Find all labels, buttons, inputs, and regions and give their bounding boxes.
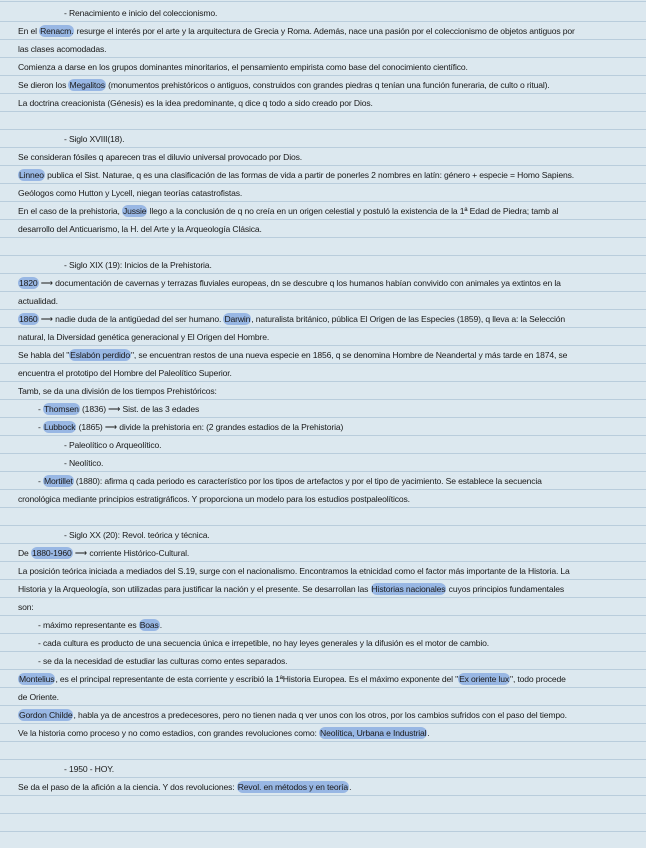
highlighted-term: Neolítica, Urbana e Industrial: [320, 728, 427, 738]
text-run: ", todo procede: [510, 674, 566, 684]
highlighted-term: Historias nacionales: [371, 584, 446, 594]
text-line: [0, 76, 646, 94]
text-run: desarrollo del Anticuarismo, la H. del Arte y la Arqueología Clásica.: [18, 224, 262, 234]
text-line: [0, 634, 646, 652]
text-run: actualidad.: [18, 296, 58, 306]
text-run: - Siglo XVIII(18).: [64, 134, 125, 144]
text-line: [0, 742, 646, 760]
section-heading: [0, 4, 646, 22]
text-run: En el: [18, 26, 40, 36]
text-line: [0, 238, 646, 256]
text-run: Se da el paso de la afición a la ciencia. Y dos revoluciones:: [18, 782, 237, 792]
text-line: [0, 616, 646, 634]
highlighted-term: Lubbock: [43, 422, 76, 432]
highlighted-term: Linneo: [19, 170, 44, 180]
section-heading: [0, 130, 646, 148]
text-run: ⟶ corriente Histórico-Cultural.: [72, 548, 190, 558]
text-run: (monumentos prehistóricos o antiguos, construidos con grandes piedras q tenían una función funeraria, de culto o ritual).: [105, 80, 550, 90]
text-line: [0, 580, 646, 598]
text-run: publica el Sist. Naturae, q es una clasificación de las formas de vida a partir de ponerles 2 nombres en latín: género + especie = Homo Sapiens.: [44, 170, 574, 180]
highlighted-term: Eslabón perdido: [70, 350, 130, 360]
text-run: De: [18, 548, 31, 558]
text-line: [0, 598, 646, 616]
text-line: [0, 706, 646, 724]
text-run: En el caso de la prehistoria,: [18, 206, 122, 216]
text-line: [0, 814, 646, 832]
text-line: [0, 688, 646, 706]
text-run: Comienza a darse en los grupos dominantes minoritarios, el pensamiento empirista como base del conocimiento científico.: [18, 62, 468, 72]
highlighted-term: Thomsen: [43, 404, 79, 414]
text-line: [0, 328, 646, 346]
note-lines: [0, 4, 646, 848]
text-line: [0, 832, 646, 848]
text-line: [0, 436, 646, 454]
text-run: Historia y la Arqueología, son utilizadas para justificar la nación y el presente. Se desarrollan las: [18, 584, 371, 594]
text-line: [0, 418, 646, 436]
text-run: La doctrina creacionista (Génesis) es la idea predominante, q dice q todo a sido creado por Dios.: [18, 98, 373, 108]
highlighted-term: Renacm.: [40, 26, 74, 36]
text-line: [0, 220, 646, 238]
highlighted-term: Jussie: [122, 206, 147, 216]
text-run: Geólogos como Hutton y Lycell, niegan teorías catastrofistas.: [18, 188, 243, 198]
text-line: [0, 454, 646, 472]
text-run: Tamb, se da una división de los tiempos Prehistóricos:: [18, 386, 217, 396]
text-line: [0, 148, 646, 166]
text-line: [0, 724, 646, 742]
highlighted-term: Megalitos: [69, 80, 105, 90]
highlighted-term: Darwin: [224, 314, 251, 324]
text-line: [0, 22, 646, 40]
text-line: [0, 544, 646, 562]
text-run: (1880): afirma q cada periodo es característico por los tipos de artefactos y por el tipo de yacimiento. Se establece la secuencia: [73, 476, 542, 486]
text-run: - máximo representante es: [38, 620, 139, 630]
text-run: -: [38, 404, 43, 414]
highlighted-term: Boas: [139, 620, 159, 630]
text-run: ⟶ nadie duda de la antigüedad del ser humano.: [38, 314, 224, 324]
text-run: (1865) ⟶ divide la prehistoria en: (2 grandes estadios de la Prehistoria): [76, 422, 344, 432]
text-line: [0, 310, 646, 328]
text-line: [0, 364, 646, 382]
text-run: ", se encuentran restos de una nueva especie en 1856, q se denomina Hombre de Neandertal y más tarde en 1874, se: [131, 350, 568, 360]
text-run: resurge el interés por el arte y la arquitectura de Grecia y Roma. Además, nace una pasión por el coleccionismo de objetos antiguos por: [74, 26, 575, 36]
text-run: , habla ya de ancestros a predecesores, pero no tienen nada q ver unos con los otros, por los cambios sufridos con el paso del tiempo.: [73, 710, 567, 720]
text-line: [0, 292, 646, 310]
text-run: - se da la necesidad de estudiar las culturas como entes separados.: [38, 656, 288, 666]
text-run: Se dieron los: [18, 80, 69, 90]
text-run: las clases acomodadas.: [18, 44, 107, 54]
text-run: - Neolítico.: [64, 458, 104, 468]
highlighted-term: Montelius: [19, 674, 55, 684]
text-run: Ve la historia como proceso y no como estadios, con grandes revoluciones como:: [18, 728, 320, 738]
text-run: ⟶ documentación de cavernas y terrazas fluviales europeas, dn se descubre q los humanos habían convivido con animales ya extintos en la: [38, 278, 561, 288]
text-line: [0, 94, 646, 112]
text-run: Se consideran fósiles q aparecen tras el diluvio universal provocado por Dios.: [18, 152, 302, 162]
text-run: .: [159, 620, 162, 630]
text-run: .: [427, 728, 430, 738]
text-line: [0, 778, 646, 796]
text-line: [0, 346, 646, 364]
text-run: cuyos principios fundamentales: [446, 584, 565, 594]
text-run: encuentra el prototipo del Hombre del Paleolítico Superior.: [18, 368, 232, 378]
text-run: natural, la Diversidad genética generacional y El Origen del Hombre.: [18, 332, 270, 342]
section-heading: [0, 526, 646, 544]
text-line: [0, 400, 646, 418]
text-run: - cada cultura es producto de una secuencia única e irrepetible, no hay leyes generales y la difusión es el motor de cambio.: [38, 638, 489, 648]
text-line: [0, 274, 646, 292]
text-run: - Siglo XX (20): Revol. teórica y técnica.: [64, 530, 210, 540]
text-run: llego a la conclusión de q no creía en un origen celestial y postuló la existencia de la 1ª Edad de Piedra; tamb al: [147, 206, 559, 216]
text-run: son:: [18, 602, 34, 612]
text-run: , es el principal representante de esta corriente y escribió la 1ªHistoria Europea. Es el máximo exponente del ": [55, 674, 459, 684]
text-run: cronológica mediante principios estratigráficos. Y proporciona un modelo para los estudios postpaleolíticos.: [18, 494, 410, 504]
text-run: - Siglo XIX (19): Inicios de la Prehistoria.: [64, 260, 212, 270]
highlighted-term: 1880-1960: [31, 548, 72, 558]
text-line: [0, 652, 646, 670]
text-line: [0, 490, 646, 508]
text-line: [0, 112, 646, 130]
text-run: -: [38, 422, 43, 432]
highlighted-term: 1820: [19, 278, 38, 288]
text-run: (1836) ⟶ Sist. de las 3 edades: [79, 404, 200, 414]
text-line: [0, 382, 646, 400]
section-heading: [0, 256, 646, 274]
text-line: [0, 670, 646, 688]
text-run: -: [38, 476, 43, 486]
text-line: [0, 202, 646, 220]
text-run: .: [349, 782, 352, 792]
text-run: de Oriente.: [18, 692, 59, 702]
text-run: - Renacimiento e inicio del coleccionismo.: [64, 8, 218, 18]
text-line: [0, 166, 646, 184]
highlighted-term: Mortillet: [43, 476, 73, 486]
text-line: [0, 562, 646, 580]
highlighted-term: 1860: [19, 314, 38, 324]
text-line: [0, 58, 646, 76]
text-line: [0, 508, 646, 526]
text-run: Se habla del ": [18, 350, 70, 360]
text-run: , naturalista británico, pública El Origen de las Especies (1859), q lleva a: la Selección: [251, 314, 566, 324]
text-run: - Paleolítico o Arqueolítico.: [64, 440, 162, 450]
text-line: [0, 796, 646, 814]
text-run: La posición teórica iniciada a mediados del S.19, surge con el nacionalismo. Encontramos la etnicidad como el factor más importante de la Historia. La: [18, 566, 570, 576]
highlighted-term: Gordon Childe: [19, 710, 73, 720]
highlighted-term: Revol. en métodos y en teoría: [237, 782, 349, 792]
text-line: [0, 40, 646, 58]
text-line: [0, 184, 646, 202]
section-heading: [0, 760, 646, 778]
highlighted-term: Ex oriente lux: [459, 674, 510, 684]
text-line: [0, 472, 646, 490]
text-run: - 1950 - HOY.: [64, 764, 114, 774]
